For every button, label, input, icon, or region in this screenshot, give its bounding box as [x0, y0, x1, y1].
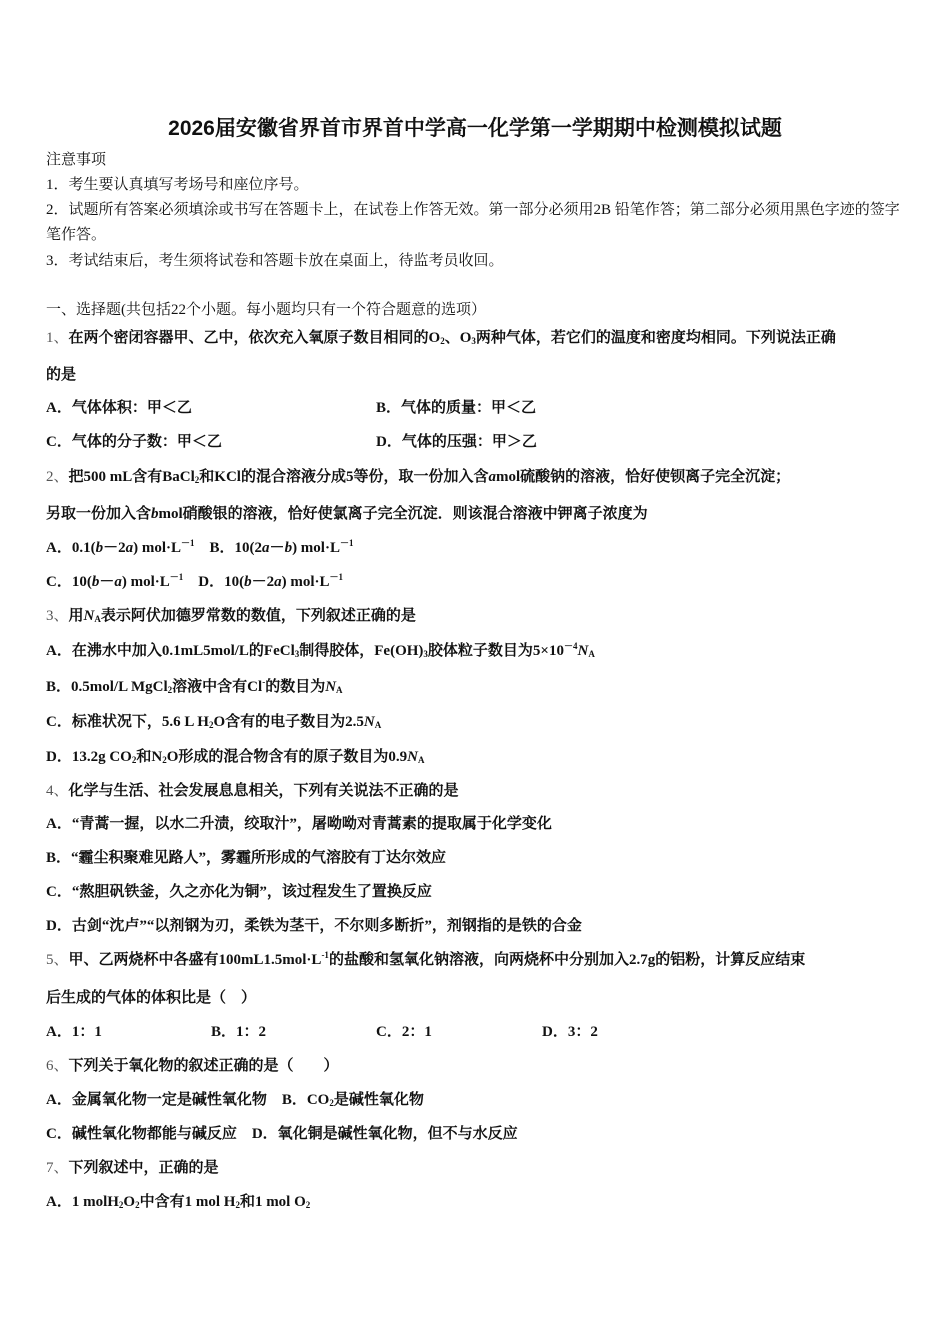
text-segment: ) mol·L: [133, 540, 182, 556]
text-segment: A: [336, 685, 343, 695]
text-segment: 把500 mL含有BaCl: [68, 469, 195, 485]
text-segment: a: [114, 574, 122, 590]
question-number: 5、: [46, 952, 69, 968]
text-segment: mol硝酸银的溶液，恰好使氯离子完全沉淀．则该混合溶液中钾离子浓度为: [158, 506, 648, 522]
text-segment: B．0.5mol/L MgCl: [46, 679, 168, 695]
text-segment: b: [244, 574, 252, 590]
note-item: 1．考生要认真填写考场号和座位序号。: [46, 177, 309, 193]
text-segment: 2: [208, 720, 214, 730]
answer-option: [46, 1020, 102, 1041]
text-segment: a: [488, 469, 496, 485]
text-segment: 2: [194, 475, 200, 485]
text-segment: A．1：1: [46, 1024, 102, 1040]
text-segment: 胶体粒子数目为5×10: [427, 643, 564, 659]
text-segment: 两种气体，若它们的温度和密度均相同。下列说法正确: [475, 330, 836, 346]
question-stem: [46, 948, 908, 968]
answer-option: [542, 1020, 598, 1041]
text-segment: 、O: [444, 330, 472, 346]
note-item: 3．考试结束后，考生须将试卷和答题卡放在桌面上，待监考员收回。: [46, 253, 504, 269]
text-segment: C．2：1: [376, 1024, 432, 1040]
text-segment: C．10(: [46, 574, 92, 590]
text-segment: 在两个密闭容器甲、乙中，依次充入氧原子数目相同的O: [68, 330, 441, 346]
text-segment: A．1 molH: [46, 1194, 119, 1210]
text-segment: 和1 mol O: [239, 1194, 306, 1210]
text-segment: 2: [162, 755, 167, 765]
text-segment: －2: [251, 574, 275, 590]
text-segment: 3: [471, 336, 476, 346]
text-segment: 表示阿伏加德罗常数的数值，下列叙述正确的是: [100, 608, 416, 624]
text-segment: 3: [294, 649, 300, 659]
text-segment: 的是: [46, 367, 77, 383]
question-number: 6、: [46, 1058, 69, 1074]
text-segment: 甲、乙两烧杯中各盛有100mL1.5mol·L: [68, 952, 322, 968]
text-segment: A．0.1(: [46, 540, 96, 556]
text-segment: O: [123, 1194, 136, 1210]
question-line: [46, 1190, 908, 1210]
answer-option: [46, 396, 192, 417]
text-segment: N: [325, 679, 337, 695]
question-stem: [46, 465, 908, 485]
text-segment: 2: [131, 755, 137, 765]
question-line: [46, 363, 908, 383]
question-line: [46, 986, 908, 1006]
text-segment: A: [588, 649, 595, 659]
answer-option: [376, 1020, 432, 1041]
text-segment: －1: [169, 572, 184, 582]
question-number: 4、: [46, 783, 69, 799]
question-line: [46, 396, 908, 416]
question-line: [46, 639, 908, 659]
text-segment: a: [125, 540, 134, 556]
question-line: [46, 914, 908, 934]
text-segment: O形成的混合物含有的原子数目为0.9: [166, 749, 408, 765]
text-segment: 2: [305, 1200, 311, 1210]
text-segment: N: [363, 714, 375, 730]
text-segment: ) mol·L: [281, 574, 330, 590]
question-line: [46, 430, 908, 450]
text-segment: -: [262, 677, 266, 687]
text-segment: a: [262, 540, 270, 556]
question-line: [46, 570, 908, 590]
text-segment: A．金属氧化物一定是碱性氧化物 B．CO: [46, 1092, 330, 1108]
text-segment: 2: [135, 1200, 140, 1210]
text-segment: C．碱性氧化物都能与碱反应 D．氧化铜是碱性氧化物，但不与水反应: [46, 1126, 518, 1142]
text-segment: 溶液中含有Cl: [172, 679, 263, 695]
text-segment: ) mol·L: [121, 574, 170, 590]
text-segment: D．3：2: [542, 1024, 598, 1040]
text-segment: －4: [563, 641, 578, 651]
text-segment: O含有的电子数目为2.5: [213, 714, 364, 730]
text-segment: A．在沸水中加入0.1mL5mol/L的FeCl: [46, 643, 295, 659]
text-segment: 下列关于氧化物的叙述正确的是（ ）: [68, 1058, 339, 1074]
text-segment: 中含有1 mol H: [139, 1194, 236, 1210]
text-segment: 2: [440, 336, 445, 346]
text-segment: 2: [329, 1098, 334, 1108]
answer-option: [376, 430, 537, 451]
text-segment: 的盐酸和氢氧化钠溶液，向两烧杯中分别加入2.7g的铝粉，计算反应结束: [328, 952, 806, 968]
text-segment: ) mol·L: [292, 540, 340, 556]
text-segment: C．气体的分子数：甲＜乙: [46, 434, 222, 450]
question-number: 1、: [46, 330, 69, 346]
text-segment: 和KCl的混合溶液分成5等份，取一份加入含: [199, 469, 489, 485]
text-segment: D．10(: [183, 574, 245, 590]
question-stem: [46, 1054, 908, 1074]
question-line: [46, 710, 908, 730]
text-segment: B．1：2: [211, 1024, 267, 1040]
question-line: [46, 675, 908, 695]
section-heading: 一、选择题(共包括22个小题。每小题均只有一个符合题意的选项）: [46, 302, 486, 318]
text-segment: 后生成的气体的体积比是（ ）: [46, 990, 257, 1006]
text-segment: D．古剑“沈卢”“以剂钢为刃，柔铁为茎干，不尔则多断折”，剂钢指的是铁的合金: [46, 918, 582, 934]
question-line: [46, 502, 908, 522]
notes-heading: 注意事项: [46, 152, 107, 168]
text-segment: －2: [103, 540, 126, 556]
text-segment: b: [151, 506, 159, 522]
answer-option: [46, 430, 222, 451]
text-segment: -1: [321, 950, 329, 960]
text-segment: －1: [329, 572, 344, 582]
text-segment: 下列叙述中，正确的是: [68, 1160, 219, 1176]
text-segment: 和N: [136, 749, 163, 765]
answer-option: [211, 1020, 266, 1041]
text-segment: mol硫酸钠的溶液，恰好使钡离子完全沉淀；: [495, 469, 791, 485]
text-segment: 2: [167, 685, 173, 695]
question-stem: [46, 604, 908, 624]
question-line: [46, 880, 908, 900]
text-segment: b: [95, 540, 104, 556]
text-segment: A: [417, 755, 425, 765]
text-segment: 3: [423, 649, 428, 659]
text-segment: b: [284, 540, 293, 556]
question-number: 7、: [46, 1160, 69, 1176]
text-segment: 2: [118, 1200, 124, 1210]
question-stem: [46, 326, 908, 346]
text-segment: C．标准状况下，5.6 L H: [46, 714, 209, 730]
text-segment: 2: [235, 1200, 240, 1210]
text-segment: N: [83, 608, 95, 624]
text-segment: A．气体体积：甲＜乙: [46, 400, 192, 416]
note-item: 2．试题所有答案必须填涂或书写在答题卡上，在试卷上作答无效。第一部分必须用2B 铅笔作答；第二部分必须用黑色字迹的签字笔作答。: [46, 202, 900, 243]
question-line: [46, 745, 908, 765]
text-segment: 的数目为: [265, 679, 326, 695]
text-segment: B．“霾尘积聚难见路人”，雾霾所形成的气溶胶有丁达尔效应: [46, 850, 447, 866]
text-segment: A: [374, 720, 382, 730]
page-title: 2026届安徽省界首市界首中学高一化学第一学期期中检测模拟试题: [168, 117, 782, 140]
question-number: 2、: [46, 469, 69, 485]
text-segment: －: [269, 540, 285, 556]
answer-option: [376, 396, 536, 417]
text-segment: N: [577, 643, 589, 659]
question-line: [46, 1122, 908, 1142]
question-line: [46, 1088, 908, 1108]
question-line: [46, 846, 908, 866]
text-segment: －: [99, 574, 115, 590]
text-segment: 制得胶体，Fe(OH): [299, 643, 424, 659]
text-segment: C．“熬胆矾铁釜，久之亦化为铜”，该过程发生了置换反应: [46, 884, 432, 900]
text-segment: 用: [68, 608, 84, 624]
text-segment: 是碱性氧化物: [333, 1092, 424, 1108]
text-segment: A: [94, 614, 101, 624]
question-line: [46, 536, 908, 556]
text-segment: N: [407, 749, 418, 765]
text-segment: A．“青蒿一握，以水二升渍，绞取汁”，屠呦呦对青蒿素的提取属于化学变化: [46, 816, 552, 832]
text-segment: －1: [339, 538, 354, 548]
text-segment: 另取一份加入含: [46, 506, 152, 522]
text-segment: B．10(2: [194, 540, 263, 556]
question-number: 3、: [46, 608, 69, 624]
text-segment: B．气体的质量：甲＜乙: [376, 400, 537, 416]
text-segment: D．13.2g CO: [46, 749, 132, 765]
question-stem: [46, 1156, 908, 1176]
text-segment: D．气体的压强：甲＞乙: [376, 434, 537, 450]
question-line: [46, 1020, 908, 1040]
text-segment: a: [274, 574, 282, 590]
text-segment: －1: [181, 538, 195, 548]
text-segment: 化学与生活、社会发展息息相关，下列有关说法不正确的是: [68, 783, 459, 799]
text-segment: b: [91, 574, 100, 590]
question-line: [46, 812, 908, 832]
question-stem: [46, 779, 908, 799]
